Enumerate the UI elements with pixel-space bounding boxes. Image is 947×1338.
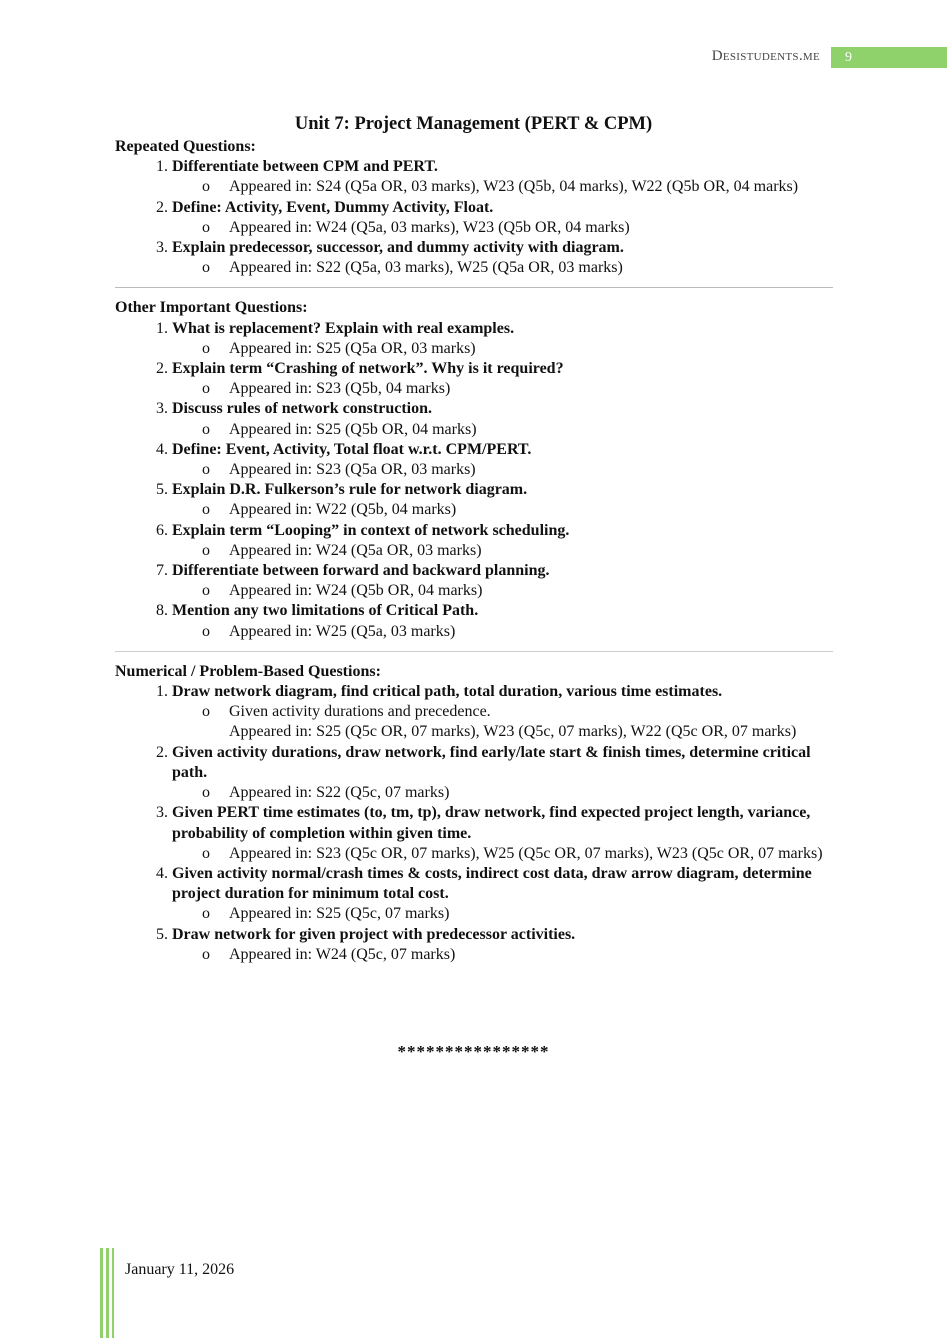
appearance-item <box>202 581 833 601</box>
question-item <box>172 198 833 238</box>
appearance-item <box>202 945 833 965</box>
bullet-icon: o <box>202 259 210 277</box>
question-item <box>172 682 833 743</box>
appearance-list <box>172 581 833 601</box>
question-item <box>172 925 833 965</box>
question-item <box>172 561 833 601</box>
question-list <box>115 157 833 278</box>
question-text: Differentiate between forward and backward planning. <box>172 562 550 580</box>
question-text: Explain term “Crashing of network”. Why is it required? <box>172 360 564 378</box>
appearance-item <box>202 622 833 642</box>
appearance-item <box>202 460 833 480</box>
appearance-item <box>229 722 833 742</box>
appearance-list <box>172 339 833 359</box>
appearance-text: Appeared in: S25 (Q5b OR, 04 marks) <box>229 420 477 438</box>
appearance-text: Appeared in: W25 (Q5a, 03 marks) <box>229 622 456 640</box>
question-text: Mention any two limitations of Critical Path. <box>172 602 479 620</box>
footer-date: January 11, 2026 <box>125 1261 235 1278</box>
page-number-badge: 9 <box>831 47 947 68</box>
appearance-list <box>172 379 833 399</box>
appearance-item <box>202 420 833 440</box>
appearance-text: Appeared in: S22 (Q5a, 03 marks), W25 (Q5a OR, 03 marks) <box>229 259 623 277</box>
appearance-text: Appeared in: S23 (Q5b, 04 marks) <box>229 380 451 398</box>
question-list <box>115 319 833 642</box>
appearance-list <box>172 622 833 642</box>
bullet-icon: o <box>202 622 210 640</box>
question-item <box>172 864 833 925</box>
appearance-list <box>172 945 833 965</box>
question-text: Differentiate between CPM and PERT. <box>172 158 438 176</box>
appearance-item <box>202 177 833 197</box>
question-text: Given activity durations, draw network, find early/late start & finish times, determine critical path. <box>172 743 811 781</box>
section-heading: Numerical / Problem-Based Questions: <box>115 662 381 680</box>
question-text: Define: Activity, Event, Dummy Activity, Float. <box>172 198 494 216</box>
appearance-text: Appeared in: W24 (Q5a OR, 03 marks) <box>229 541 482 559</box>
appearance-text: Appeared in: S23 (Q5a OR, 03 marks) <box>229 461 476 479</box>
question-item <box>172 480 833 520</box>
page-title: Unit 7: Project Management (PERT & CPM) <box>294 114 653 134</box>
appearance-item <box>202 339 833 359</box>
appearance-text: Given activity durations and precedence. <box>229 703 491 721</box>
bullet-icon: o <box>202 905 210 923</box>
question-text: Explain predecessor, successor, and dummy activity with diagram. <box>172 239 624 257</box>
question-text: Draw network for given project with predecessor activities. <box>172 925 576 943</box>
section-heading: Repeated Questions: <box>115 138 256 155</box>
appearance-list <box>172 702 833 742</box>
question-text: Define: Event, Activity, Total float w.r.t. CPM/PERT. <box>172 440 532 458</box>
bullet-icon: o <box>202 380 210 398</box>
appearance-item <box>202 541 833 561</box>
appearance-list <box>172 258 833 278</box>
appearance-list <box>172 541 833 561</box>
question-item <box>172 238 833 278</box>
appearance-text: Appeared in: W24 (Q5c, 07 marks) <box>229 945 456 963</box>
bullet-icon: o <box>202 844 210 862</box>
appearance-item <box>202 379 833 399</box>
question-item <box>172 399 833 439</box>
appearance-text: Appeared in: S25 (Q5c OR, 07 marks), W23 (Q5c, 07 marks), W22 (Q5c OR, 07 marks) <box>229 723 797 741</box>
appearance-text: Appeared in: W24 (Q5a, 03 marks), W23 (Q5b OR, 04 marks) <box>229 218 630 236</box>
appearance-text: Appeared in: S25 (Q5c, 07 marks) <box>229 905 450 923</box>
bullet-icon: o <box>202 541 210 559</box>
section-divider <box>115 287 833 288</box>
appearance-text: Appeared in: S23 (Q5c OR, 07 marks), W25 (Q5c OR, 07 marks), W23 (Q5c OR, 07 marks) <box>229 844 823 862</box>
bullet-icon: o <box>202 784 210 802</box>
question-item <box>172 157 833 197</box>
question-text: Draw network diagram, find critical path, total duration, various time estimates. <box>172 683 723 701</box>
bullet-icon: o <box>202 178 210 196</box>
appearance-list <box>172 218 833 238</box>
bullet-icon: o <box>202 420 210 438</box>
question-item <box>172 803 833 864</box>
bullet-icon: o <box>202 945 210 963</box>
question-item <box>172 521 833 561</box>
site-name: Desistudents.me <box>711 48 820 64</box>
question-text: Explain D.R. Fulkerson’s rule for network diagram. <box>172 481 528 499</box>
appearance-text: Appeared in: W24 (Q5b OR, 04 marks) <box>229 582 483 600</box>
appearance-list <box>172 420 833 440</box>
appearance-list <box>172 844 833 864</box>
question-item <box>172 743 833 804</box>
question-item <box>172 359 833 399</box>
appearance-item <box>202 844 833 864</box>
appearance-item <box>202 783 833 803</box>
content <box>115 137 833 965</box>
question-text: Explain term “Looping” in context of network scheduling. <box>172 521 570 539</box>
appearance-list <box>172 904 833 924</box>
question-text: Discuss rules of network construction. <box>172 400 432 418</box>
bullet-icon: o <box>202 582 210 600</box>
question-text: Given activity normal/crash times & costs, indirect cost data, draw arrow diagram, determine project duration for minimum total cost. <box>172 864 812 903</box>
bullet-icon: o <box>202 703 210 721</box>
appearance-list <box>172 783 833 803</box>
appearance-list <box>172 460 833 480</box>
appearance-list <box>172 177 833 197</box>
question-item <box>172 440 833 480</box>
appearance-text: Appeared in: S25 (Q5a OR, 03 marks) <box>229 339 476 357</box>
section-heading: Other Important Questions: <box>115 299 308 317</box>
appearance-item <box>202 702 833 722</box>
question-item <box>172 319 833 359</box>
appearance-text: Appeared in: W22 (Q5b, 04 marks) <box>229 501 457 519</box>
appearance-item <box>202 904 833 924</box>
question-item <box>172 601 833 641</box>
question-list <box>115 682 833 965</box>
footer-bars <box>100 1248 120 1338</box>
appearance-item <box>202 218 833 238</box>
appearance-text: Appeared in: S22 (Q5c, 07 marks) <box>229 784 450 802</box>
appearance-item <box>202 500 833 520</box>
question-text: What is replacement? Explain with real examples. <box>172 319 515 337</box>
bullet-icon: o <box>202 339 210 357</box>
bullet-icon: o <box>202 501 210 519</box>
separator-stars: **************** <box>397 1042 550 1061</box>
question-text: Given PERT time estimates (to, tm, tp), draw network, find expected project length, variance, probability of completion within given time. <box>172 804 811 842</box>
bullet-icon: o <box>202 218 210 236</box>
section-divider <box>115 651 833 652</box>
appearance-text: Appeared in: S24 (Q5a OR, 03 marks), W23 (Q5b, 04 marks), W22 (Q5b OR, 04 marks) <box>229 178 799 196</box>
appearance-list <box>172 500 833 520</box>
appearance-item <box>202 258 833 278</box>
bullet-icon: o <box>202 461 210 479</box>
